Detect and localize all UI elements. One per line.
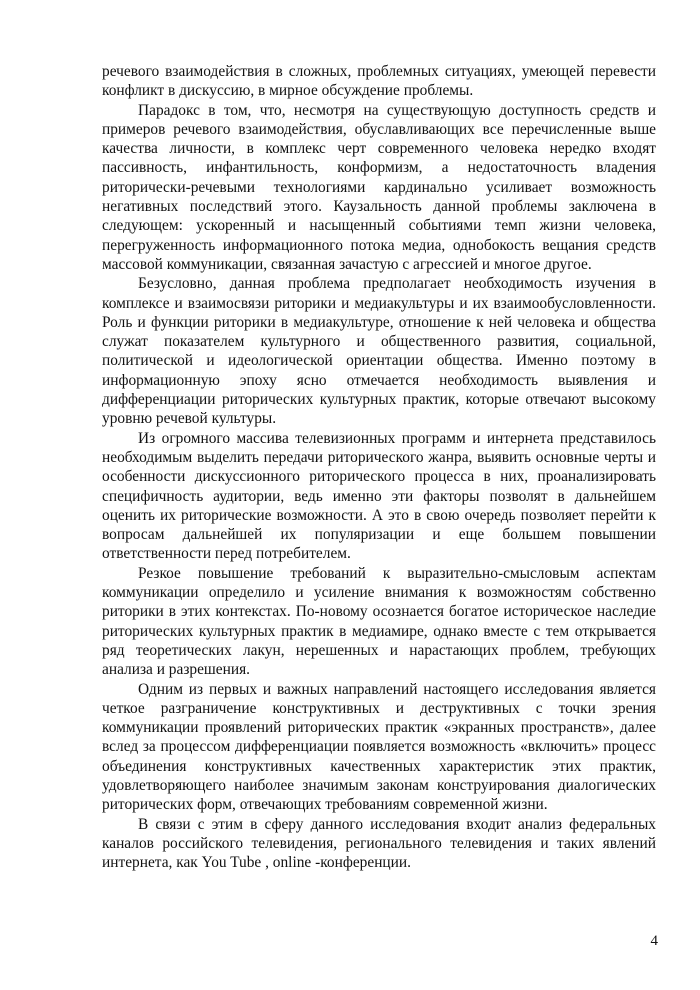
paragraph-6: Одним из первых и важных направлений настоящего исследования является четкое разграничение конструктивных и деструктивных с точки зрения коммуникации проявлений риторических практик «экранных пространств», далее вслед за процессом дифференциации появляется возможность «включить» процесс объединения конструктивных качественных характеристик этих практик, удовлетворяющего наиболее значимым законам конструирования диалогических риторических форм, отвечающих требованиям современной жизни.	[102, 680, 656, 814]
paragraph-4: Из огромного массива телевизионных программ и интернета представилось необходимым выделить передачи риторического жанра, выявить основные черты и особенности дискуссионного риторического процесса в них, проанализировать специфичность аудитории, ведь именно эти факторы позволят в дальнейшем оценить их риторические возможности. А это в свою очередь позволяет перейти к вопросам дальнейшей их популяризации и еще большем повышении ответственности перед потребителем.	[102, 429, 656, 563]
page-number: 4	[650, 933, 658, 949]
paragraph-7: В связи с этим в сферу данного исследования входит анализ федеральных каналов российского телевидения, регионального телевидения и таких явлений интернета, как You Tube , online -конференции.	[102, 815, 656, 872]
paragraph-2: Парадокс в том, что, несмотря на существующую доступность средств и примеров речевого взаимодействия, обуславливающих все перечисленные выше качества личности, в комплекс черт современного человека нередко входят пассивность, инфантильность, конформизм, а недостаточность владения риторически-речевыми технологиями кардинально усиливает возможность негативных последствий этого. Каузальность данной проблемы заключена в следующем: ускоренный и насыщенный событиями темп жизни человека, перегруженность информационного потока медиа, однобокость вещания средств массовой коммуникации, связанная зачастую с агрессией и многое другое.	[102, 101, 656, 273]
paragraph-1: речевого взаимодействия в сложных, проблемных ситуациях, умеющей перевести конфликт в дискуссию, в мирное обсуждение проблемы.	[102, 63, 656, 100]
paragraph-5: Резкое повышение требований к выразительно-смысловым аспектам коммуникации определило и усиление внимания к возможностям собственно риторики в этих контекстах. По-новому осознается богатое историческое наследие риторических культурных практик в медиамире, однако вместе с тем открывается ряд теоретических лакун, нерешенных и нарастающих проблем, требующих анализа и разрешения.	[102, 564, 656, 679]
paragraph-3: Безусловно, данная проблема предполагает необходимость изучения в комплексе и взаимосвязи риторики и медиакультуры и их взаимообусловленности. Роль и функции риторики в медиакультуре, отношение к ней человека и общества служат показателем культурного и общественного развития, социальной, политической и идеологической ориентации общества. Именно поэтому в информационную эпоху ясно отмечается необходимость выявления и дифференциации риторических культурных практик, которые отвечают высокому уровню речевой культуры.	[102, 275, 656, 428]
document-body	[102, 62, 656, 872]
